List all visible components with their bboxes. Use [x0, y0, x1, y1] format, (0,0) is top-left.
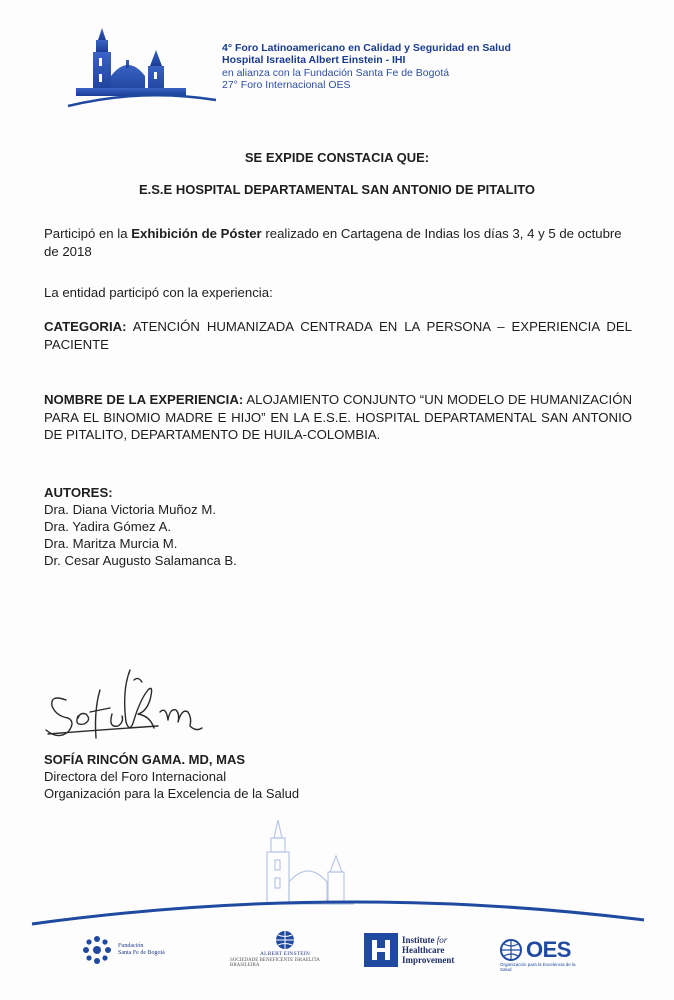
participation-bold: Exhibición de Póster	[131, 226, 262, 241]
ihi-line-2: Healthcare	[402, 945, 445, 955]
participation-post: realizado en Cartagena de Indias los días 3, 4 y 5 de octubre de 2018	[44, 226, 622, 259]
oes-subtitle: Organización para la Excelencia de la Salud	[500, 962, 576, 972]
category-label: CATEGORIA:	[44, 319, 127, 334]
fsfb-line-1: Fundación	[118, 943, 144, 949]
signer-block	[44, 751, 299, 802]
author-item: Dr. Cesar Augusto Salamanca B.	[44, 553, 237, 568]
ihi-line-1: Institute	[402, 935, 435, 945]
signer-title: Directora del Foro Internacional	[44, 769, 227, 784]
event-line-4: 27° Foro Internacional OES	[222, 79, 351, 92]
entity-sentence: La entidad participó con la experiencia:	[44, 285, 273, 300]
entity-name: E.S.E HOSPITAL DEPARTAMENTAL SAN ANTONIO DE PITALITO	[138, 182, 536, 197]
participation-pre: Participó en la	[44, 226, 132, 241]
experience-label: NOMBRE DE LA EXPERIENCIA:	[44, 392, 244, 407]
author-item: Dra. Maritza Murcia M.	[44, 536, 178, 551]
experience-value: ALOJAMIENTO CONJUNTO “UN MODELO DE HUMANIZACIÓN PARA EL BINOMIO MADRE E HIJO” EN LA E.S.E. HOSPITAL DEPARTAMENTAL SAN ANTONIO DE PITALITO, DEPARTAMENTO DE HUILA-COLOMBIA.	[44, 392, 632, 443]
participation-paragraph	[44, 225, 632, 260]
signer-name: SOFÍA RINCÓN GAMA. MD, MAS	[44, 752, 246, 767]
einstein-line-2: SOCIEDADE BENEFICENTE ISRAELITA BRASILEIRA	[230, 958, 320, 968]
event-line-1: 4° Foro Latinoamericano en Calidad y Seguridad en Salud	[222, 42, 511, 54]
ihi-logo	[364, 930, 454, 970]
author-item: Dra. Diana Victoria Muñoz M.	[44, 502, 216, 517]
authors-block	[44, 484, 632, 569]
event-line-3: en alianza con la Fundación Santa Fe de Bogotá	[222, 66, 450, 79]
fsfb-emblem-icon	[80, 933, 114, 967]
author-item: Dra. Yadira Gómez A.	[44, 519, 172, 534]
einstein-globe-icon	[274, 930, 296, 950]
oes-globe-icon	[500, 939, 522, 961]
certificate-heading: SE EXPIDE CONSTACIA QUE:	[244, 150, 430, 165]
ihi-line-3: Improvement	[402, 955, 455, 965]
category-paragraph	[44, 318, 632, 353]
albert-einstein-logo	[230, 930, 340, 970]
event-header	[222, 42, 511, 92]
fsfb-line-2: Santa Fe de Bogotá	[118, 950, 165, 956]
experience-paragraph	[44, 391, 632, 444]
category-value: ATENCIÓN HUMANIZADA CENTRADA EN LA PERSONA – EXPERIENCIA DEL PACIENTE	[44, 319, 632, 352]
handwritten-signature	[38, 660, 208, 748]
fsfb-logo	[80, 930, 165, 970]
ihi-for: for	[436, 935, 448, 945]
signer-organization: Organización para la Excelencia de la Salud	[44, 786, 300, 801]
event-line-2: Hospital Israelita Albert Einstein - IHI	[222, 54, 406, 67]
authors-label: AUTORES:	[44, 485, 113, 500]
oes-wordmark: OES	[526, 937, 571, 962]
einstein-line-1: ALBERT EINSTEIN	[259, 951, 311, 957]
cathedral-logo	[66, 22, 218, 110]
ihi-h-icon	[364, 933, 398, 967]
